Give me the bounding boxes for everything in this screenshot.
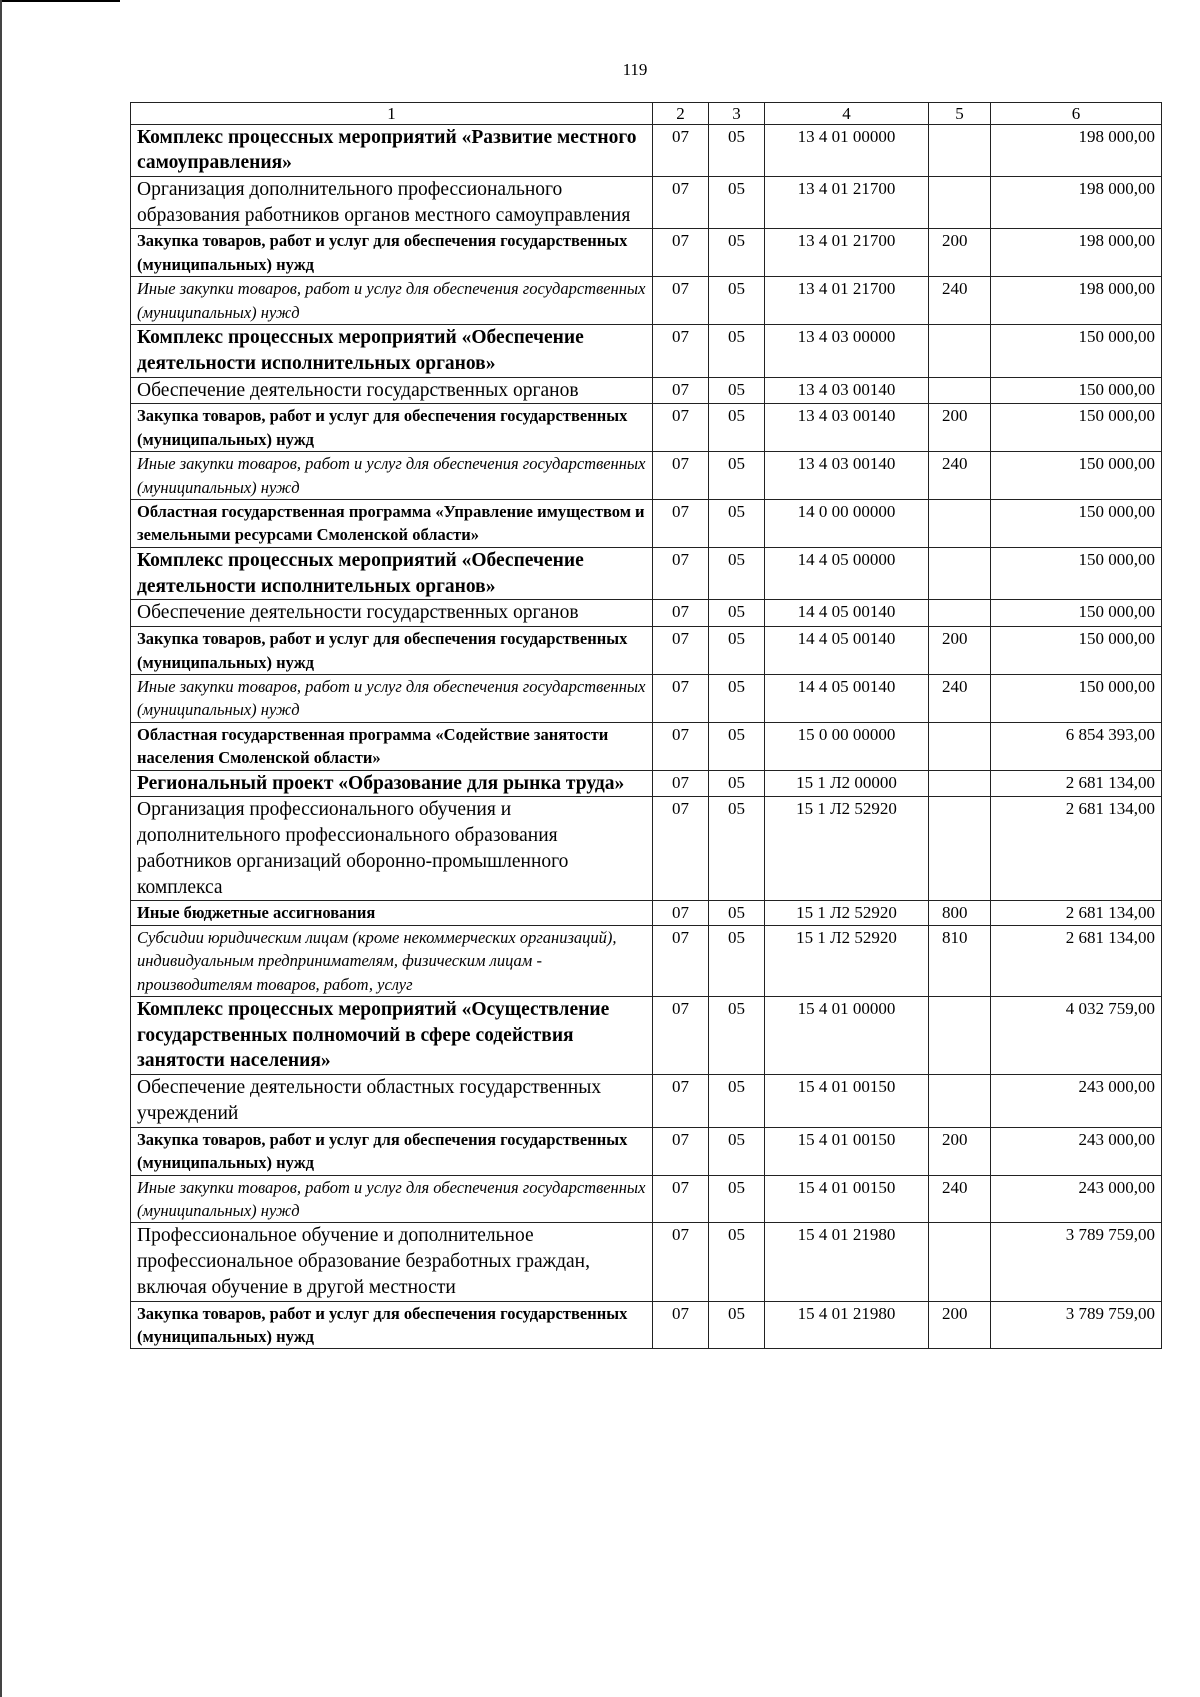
header-cell-6: 6	[991, 103, 1162, 125]
table-row	[131, 124, 1162, 176]
row-section: 07	[653, 797, 709, 901]
row-target-code: 13 4 01 21700	[765, 277, 929, 325]
row-target-code: 15 1 Л2 52920	[765, 925, 929, 996]
row-section: 07	[653, 1301, 709, 1349]
row-amount: 150 000,00	[991, 600, 1162, 627]
row-section: 07	[653, 600, 709, 627]
row-amount: 150 000,00	[991, 547, 1162, 599]
header-cell-3: 3	[709, 103, 765, 125]
row-amount: 243 000,00	[991, 1075, 1162, 1127]
table-row	[131, 722, 1162, 770]
table-row	[131, 770, 1162, 797]
row-target-code: 15 4 01 00150	[765, 1075, 929, 1127]
row-subsection: 05	[709, 377, 765, 404]
table-row	[131, 1127, 1162, 1175]
table-row	[131, 377, 1162, 404]
row-expense-type	[929, 177, 991, 229]
budget-table	[130, 102, 1162, 1349]
row-target-code: 15 0 00 00000	[765, 722, 929, 770]
row-subsection: 05	[709, 404, 765, 452]
row-target-code: 13 4 01 21700	[765, 177, 929, 229]
row-amount: 150 000,00	[991, 627, 1162, 675]
row-target-code: 14 4 05 00140	[765, 627, 929, 675]
row-target-code: 13 4 03 00140	[765, 404, 929, 452]
row-section: 07	[653, 404, 709, 452]
row-amount: 2 681 134,00	[991, 901, 1162, 925]
row-amount: 243 000,00	[991, 1127, 1162, 1175]
row-subsection: 05	[709, 277, 765, 325]
row-subsection: 05	[709, 770, 765, 797]
row-expense-type	[929, 600, 991, 627]
row-amount: 198 000,00	[991, 124, 1162, 176]
row-target-code: 13 4 03 00140	[765, 377, 929, 404]
row-expense-type	[929, 997, 991, 1075]
row-section: 07	[653, 177, 709, 229]
row-name: Профессиональное обучение и дополнительное профессиональное образование безработных граждан, включая обучение в другой местности	[131, 1223, 653, 1301]
row-subsection: 05	[709, 600, 765, 627]
row-subsection: 05	[709, 797, 765, 901]
table-row	[131, 1175, 1162, 1223]
row-amount: 2 681 134,00	[991, 925, 1162, 996]
row-name: Обеспечение деятельности областных государственных учреждений	[131, 1075, 653, 1127]
row-subsection: 05	[709, 1301, 765, 1349]
row-amount: 6 854 393,00	[991, 722, 1162, 770]
row-expense-type: 240	[929, 674, 991, 722]
table-row	[131, 1301, 1162, 1349]
header-row	[131, 103, 1162, 125]
row-section: 07	[653, 770, 709, 797]
row-expense-type	[929, 797, 991, 901]
row-section: 07	[653, 1127, 709, 1175]
row-section: 07	[653, 277, 709, 325]
row-name: Иные закупки товаров, работ и услуг для обеспечения государственных (муниципальных) нужд	[131, 674, 653, 722]
row-section: 07	[653, 124, 709, 176]
row-subsection: 05	[709, 627, 765, 675]
table-row	[131, 500, 1162, 548]
row-expense-type: 200	[929, 229, 991, 277]
row-name: Областная государственная программа «Управление имуществом и земельными ресурсами Смоленской области»	[131, 500, 653, 548]
row-section: 07	[653, 547, 709, 599]
table-row	[131, 404, 1162, 452]
row-subsection: 05	[709, 901, 765, 925]
row-section: 07	[653, 452, 709, 500]
row-name: Областная государственная программа «Содействие занятости населения Смоленской области»	[131, 722, 653, 770]
row-amount: 243 000,00	[991, 1175, 1162, 1223]
row-subsection: 05	[709, 997, 765, 1075]
row-name: Закупка товаров, работ и услуг для обеспечения государственных (муниципальных) нужд	[131, 1127, 653, 1175]
header-cell-4: 4	[765, 103, 929, 125]
row-target-code: 14 0 00 00000	[765, 500, 929, 548]
row-target-code: 13 4 01 21700	[765, 229, 929, 277]
row-name: Закупка товаров, работ и услуг для обеспечения государственных (муниципальных) нужд	[131, 404, 653, 452]
row-target-code: 15 4 01 21980	[765, 1301, 929, 1349]
row-subsection: 05	[709, 925, 765, 996]
row-amount: 3 789 759,00	[991, 1301, 1162, 1349]
row-amount: 150 000,00	[991, 452, 1162, 500]
row-subsection: 05	[709, 500, 765, 548]
row-target-code: 15 4 01 00150	[765, 1175, 929, 1223]
row-name: Комплекс процессных мероприятий «Развитие местного самоуправления»	[131, 124, 653, 176]
row-amount: 150 000,00	[991, 404, 1162, 452]
row-subsection: 05	[709, 452, 765, 500]
row-section: 07	[653, 229, 709, 277]
row-amount: 3 789 759,00	[991, 1223, 1162, 1301]
row-section: 07	[653, 627, 709, 675]
row-amount: 150 000,00	[991, 500, 1162, 548]
scan-edge-mark-top	[0, 0, 120, 2]
row-expense-type	[929, 1223, 991, 1301]
table-row	[131, 1223, 1162, 1301]
row-subsection: 05	[709, 229, 765, 277]
row-subsection: 05	[709, 325, 765, 377]
row-name: Закупка товаров, работ и услуг для обеспечения государственных (муниципальных) нужд	[131, 1301, 653, 1349]
row-amount: 4 032 759,00	[991, 997, 1162, 1075]
row-target-code: 15 1 Л2 52920	[765, 901, 929, 925]
table-row	[131, 452, 1162, 500]
row-target-code: 15 1 Л2 00000	[765, 770, 929, 797]
table-row	[131, 797, 1162, 901]
row-target-code: 14 4 05 00000	[765, 547, 929, 599]
row-name: Закупка товаров, работ и услуг для обеспечения государственных (муниципальных) нужд	[131, 229, 653, 277]
row-target-code: 13 4 01 00000	[765, 124, 929, 176]
table-row	[131, 925, 1162, 996]
row-expense-type: 240	[929, 452, 991, 500]
table-row	[131, 901, 1162, 925]
row-name: Комплекс процессных мероприятий «Обеспечение деятельности исполнительных органов»	[131, 547, 653, 599]
row-expense-type: 200	[929, 627, 991, 675]
row-subsection: 05	[709, 674, 765, 722]
row-expense-type	[929, 770, 991, 797]
row-target-code: 14 4 05 00140	[765, 674, 929, 722]
row-name: Закупка товаров, работ и услуг для обеспечения государственных (муниципальных) нужд	[131, 627, 653, 675]
row-expense-type	[929, 377, 991, 404]
row-target-code: 15 4 01 21980	[765, 1223, 929, 1301]
row-subsection: 05	[709, 1127, 765, 1175]
row-expense-type	[929, 500, 991, 548]
row-amount: 198 000,00	[991, 229, 1162, 277]
row-section: 07	[653, 997, 709, 1075]
row-name: Обеспечение деятельности государственных органов	[131, 377, 653, 404]
row-expense-type	[929, 124, 991, 176]
header-cell-5: 5	[929, 103, 991, 125]
row-section: 07	[653, 377, 709, 404]
row-subsection: 05	[709, 1223, 765, 1301]
header-cell-2: 2	[653, 103, 709, 125]
row-section: 07	[653, 901, 709, 925]
row-amount: 2 681 134,00	[991, 797, 1162, 901]
table-row	[131, 325, 1162, 377]
row-name: Иные закупки товаров, работ и услуг для обеспечения государственных (муниципальных) нужд	[131, 1175, 653, 1223]
row-expense-type: 240	[929, 277, 991, 325]
row-target-code: 13 4 03 00000	[765, 325, 929, 377]
row-subsection: 05	[709, 1075, 765, 1127]
row-section: 07	[653, 1075, 709, 1127]
row-name: Комплекс процессных мероприятий «Осуществление государственных полномочий в сфере содействия занятости населения»	[131, 997, 653, 1075]
row-subsection: 05	[709, 177, 765, 229]
row-name: Обеспечение деятельности государственных органов	[131, 600, 653, 627]
table-row	[131, 627, 1162, 675]
row-name: Организация профессионального обучения и дополнительного профессионального образования работников организаций оборонно-промышленного комплекса	[131, 797, 653, 901]
row-amount: 198 000,00	[991, 277, 1162, 325]
row-expense-type	[929, 722, 991, 770]
row-expense-type	[929, 1075, 991, 1127]
row-name: Региональный проект «Образование для рынка труда»	[131, 770, 653, 797]
table-row	[131, 674, 1162, 722]
row-expense-type: 200	[929, 404, 991, 452]
row-amount: 150 000,00	[991, 325, 1162, 377]
row-amount: 150 000,00	[991, 377, 1162, 404]
row-target-code: 14 4 05 00140	[765, 600, 929, 627]
table-row	[131, 277, 1162, 325]
row-expense-type	[929, 547, 991, 599]
row-target-code: 15 4 01 00000	[765, 997, 929, 1075]
row-subsection: 05	[709, 547, 765, 599]
row-name: Иные закупки товаров, работ и услуг для обеспечения государственных (муниципальных) нужд	[131, 277, 653, 325]
row-expense-type: 240	[929, 1175, 991, 1223]
row-section: 07	[653, 1223, 709, 1301]
row-subsection: 05	[709, 722, 765, 770]
row-expense-type: 800	[929, 901, 991, 925]
row-section: 07	[653, 722, 709, 770]
row-name: Организация дополнительного профессионального образования работников органов местного самоуправления	[131, 177, 653, 229]
row-target-code: 15 4 01 00150	[765, 1127, 929, 1175]
row-expense-type: 200	[929, 1127, 991, 1175]
table-row	[131, 229, 1162, 277]
row-expense-type: 810	[929, 925, 991, 996]
row-name: Иные закупки товаров, работ и услуг для обеспечения государственных (муниципальных) нужд	[131, 452, 653, 500]
row-name: Субсидии юридическим лицам (кроме некоммерческих организаций), индивидуальным предпринимателям, физическим лицам - производителям товаров, работ, услуг	[131, 925, 653, 996]
row-section: 07	[653, 1175, 709, 1223]
table-row	[131, 1075, 1162, 1127]
row-amount: 198 000,00	[991, 177, 1162, 229]
table-body	[131, 103, 1162, 1349]
row-subsection: 05	[709, 124, 765, 176]
scan-edge-mark-left	[0, 0, 2, 1697]
row-amount: 150 000,00	[991, 674, 1162, 722]
header-cell-1: 1	[131, 103, 653, 125]
row-target-code: 15 1 Л2 52920	[765, 797, 929, 901]
row-expense-type	[929, 325, 991, 377]
row-name: Комплекс процессных мероприятий «Обеспечение деятельности исполнительных органов»	[131, 325, 653, 377]
page-number: 119	[622, 60, 648, 79]
row-section: 07	[653, 500, 709, 548]
row-section: 07	[653, 925, 709, 996]
row-target-code: 13 4 03 00140	[765, 452, 929, 500]
row-name: Иные бюджетные ассигнования	[131, 901, 653, 925]
table-row	[131, 997, 1162, 1075]
row-expense-type: 200	[929, 1301, 991, 1349]
row-amount: 2 681 134,00	[991, 770, 1162, 797]
row-section: 07	[653, 325, 709, 377]
table-row	[131, 177, 1162, 229]
table-row	[131, 600, 1162, 627]
table-row	[131, 547, 1162, 599]
row-subsection: 05	[709, 1175, 765, 1223]
row-section: 07	[653, 674, 709, 722]
